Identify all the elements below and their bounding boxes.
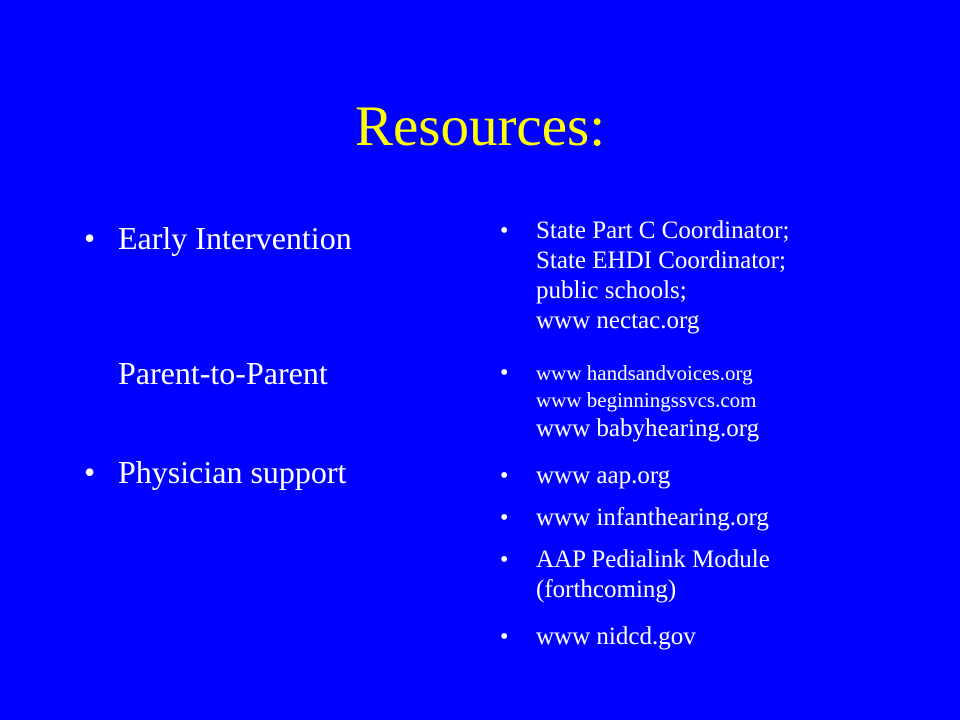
bullet-text: Early Intervention bbox=[118, 220, 352, 256]
item-line: www babyhearing.org bbox=[536, 415, 760, 442]
bullet-icon: • bbox=[500, 218, 509, 244]
bullet-icon: • bbox=[500, 505, 509, 531]
left-bullet-physician-support bbox=[84, 454, 347, 490]
item-line: www nidcd.gov bbox=[536, 623, 696, 650]
slide-title: Resources: bbox=[354, 95, 606, 158]
bullet-icon: • bbox=[500, 463, 509, 489]
left-text-parent-to-parent: Parent-to-Parent bbox=[118, 355, 328, 391]
item-line: www nectac.org bbox=[536, 307, 700, 334]
bullet-icon: • bbox=[500, 360, 509, 386]
item-line: www handsandvoices.org bbox=[536, 361, 753, 385]
right-item-nidcd bbox=[500, 622, 696, 652]
item-line: www beginningssvcs.com bbox=[536, 388, 757, 412]
bullet-icon: • bbox=[84, 454, 96, 490]
item-line: public schools; bbox=[536, 277, 687, 304]
bullet-icon: • bbox=[500, 547, 509, 573]
right-item-websites bbox=[500, 360, 760, 444]
right-item-pedialink bbox=[500, 545, 770, 605]
item-line: State Part C Coordinator; bbox=[536, 217, 790, 244]
bullet-icon: • bbox=[84, 220, 96, 256]
bullet-text: Physician support bbox=[118, 454, 347, 490]
right-item-coordinators bbox=[500, 216, 790, 336]
item-line: (forthcoming) bbox=[536, 576, 677, 603]
right-item-aap bbox=[500, 461, 671, 491]
item-line: www aap.org bbox=[536, 462, 671, 489]
left-bullet-early-intervention bbox=[84, 220, 352, 256]
item-line: AAP Pedialink Module bbox=[536, 546, 770, 573]
item-line: State EHDI Coordinator; bbox=[536, 247, 786, 274]
bullet-icon: • bbox=[500, 624, 509, 650]
item-line: www infanthearing.org bbox=[536, 504, 769, 531]
right-item-infanthearing bbox=[500, 503, 769, 533]
